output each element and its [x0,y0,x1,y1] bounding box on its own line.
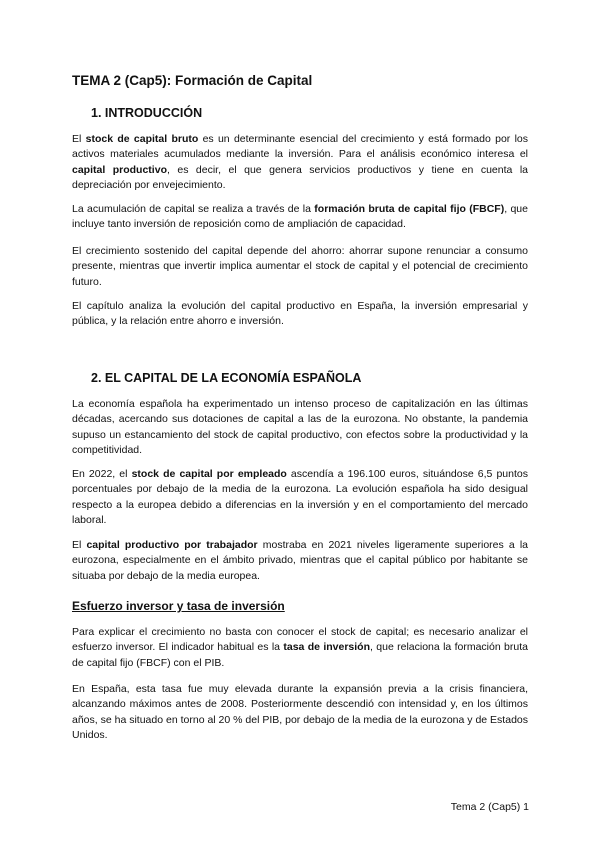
text-run: , es decir, el que genera servicios productivos y tiene en cuenta la depreciación por envejecimiento. [72,163,528,191]
paragraph-intro-2 [72,202,528,233]
text-run: El crecimiento sostenido del capital depende del ahorro: ahorrar supone renunciar a consumo presente, mientras que invertir implica aumentar el stock de capital y el potencial de crecimiento futuro. [72,245,528,288]
bold-term: tasa de inversión [283,641,370,654]
bold-term: capital productivo [72,163,167,176]
text-run: El [72,539,87,551]
bold-term: stock de capital bruto [85,133,199,145]
bold-term: formación bruta de capital fijo (FBCF) [314,203,505,215]
text-run: , que relaciona la formación bruta de capital fijo (FBCF) con el PIB. [72,641,528,669]
paragraph-capital-2 [72,467,528,528]
text-run: En 2022, el [72,468,132,480]
text-run: es un determinante esencial del crecimiento y está formado por los activos materiales acumulados mediante la inversión. Para el análisis económico interesa el [72,133,528,161]
text-run: En España, esta tasa fue muy elevada durante la expansión previa a la crisis financiera, alcanzando máximos antes de 2008. Posteriormente descendió con intensidad y, en los últimos años, se ha situado en torno al 20 % del PIB, por debajo de la media de la eurozona y de Estados Unidos. [72,683,528,741]
paragraph-esfuerzo-1 [72,625,528,671]
text-run: El [72,133,86,145]
subsection-heading-esfuerzo: Esfuerzo inversor y tasa de inversión [72,599,285,613]
section-heading-introduccion: 1. INTRODUCCIÓN [91,106,203,120]
document-title: TEMA 2 (Cap5): Formación de Capital [72,73,313,88]
page-footer: Tema 2 (Cap5) 1 [450,801,529,813]
paragraph-capital-3 [72,538,528,584]
text-run: Para explicar el crecimiento no basta con conocer el stock de capital; es necesario analizar el esfuerzo inversor. El indicador habitual es la [72,626,528,654]
text-run: La economía española ha experimentado un intenso proceso de capitalización en las últimas décadas, acercando sus dotaciones de capital a las de la eurozona. No obstante, la pandemia supuso un estancamiento del stock de capital productivo, con efectos sobre la productividad y la competitividad. [72,398,528,456]
text-run: mostraba en 2021 niveles ligeramente superiores a la eurozona, especialmente en el ámbito privado, mientras que el capital público por habitante se situaba por debajo de la media europea. [72,539,528,582]
paragraph-intro-4 [72,299,528,330]
paragraph-capital-1 [72,397,528,458]
text-run: El capítulo analiza la evolución del capital productivo en España, la inversión empresarial y pública, y la relación entre ahorro e inversión. [72,300,528,328]
paragraph-esfuerzo-2 [72,682,528,743]
text-run: La acumulación de capital se realiza a través de la [72,203,315,215]
text-run: , que incluye tanto inversión de reposición como de ampliación de capacidad. [72,203,528,231]
paragraph-intro-1 [72,132,528,193]
paragraph-intro-3 [72,244,528,290]
section-heading-capital: 2. EL CAPITAL DE LA ECONOMÍA ESPAÑOLA [91,371,362,385]
bold-term: stock de capital por empleado [131,468,287,480]
bold-term: capital productivo por trabajador [86,539,258,551]
text-run: ascendía a 196.100 euros, situándose 6,5 puntos porcentuales por debajo de la media de la eurozona. La evolución española ha sido desigual respecto a la europea debido a diferencias en la inversión y en el comportamiento del mercado laboral. [72,468,528,526]
